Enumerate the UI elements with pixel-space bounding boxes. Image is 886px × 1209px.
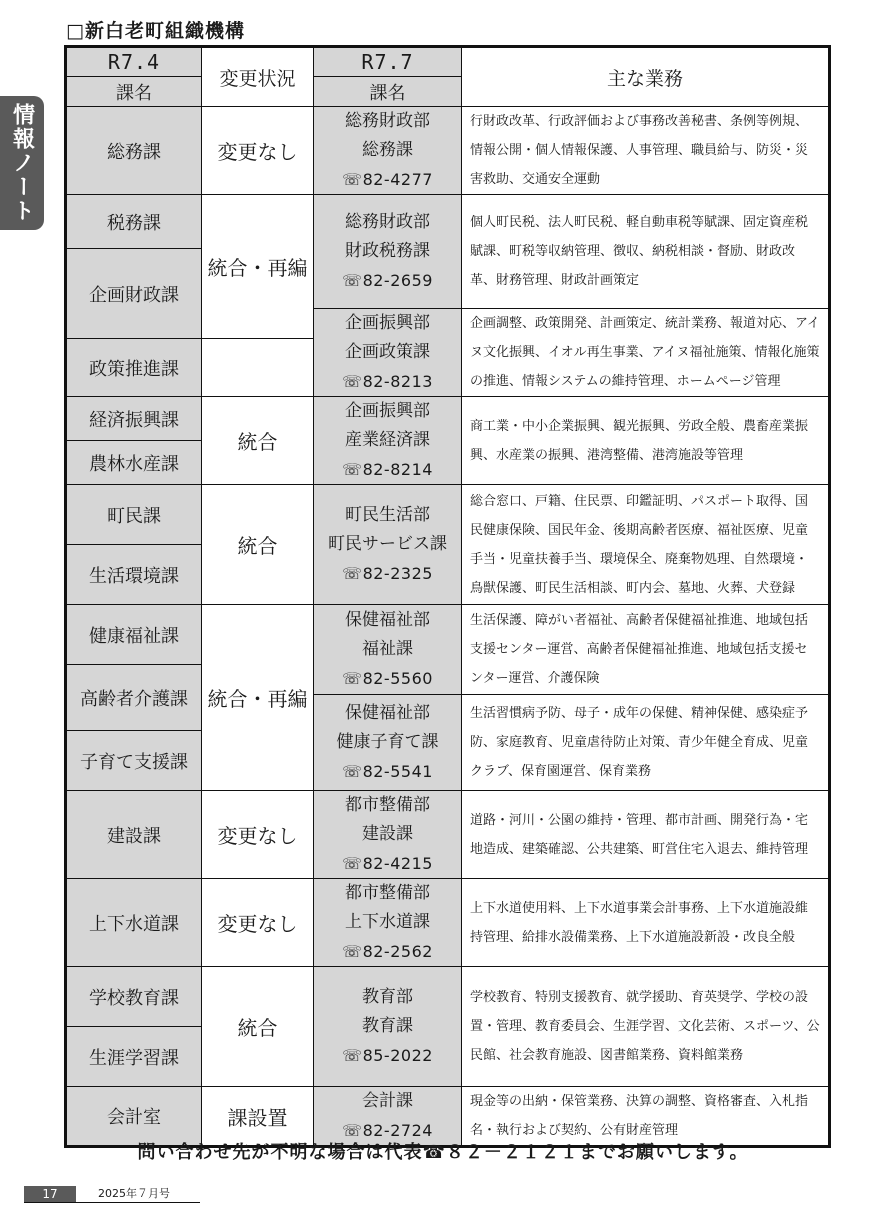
new-section-name: 上下水道課 (345, 912, 430, 932)
old-section-name: 上下水道課 (66, 879, 202, 967)
old-section-name: 高齢者介護課 (66, 665, 202, 731)
new-department: 保健福祉部 (345, 610, 430, 630)
old-section-name: 農林水産課 (66, 441, 202, 485)
main-duties: 個人町民税、法人町民税、軽自動車税等賦課、固定資産税賦課、町税等収納管理、徴収、納税相談・督励、財政改革、財務管理、財政計画策定 (462, 195, 830, 309)
old-section-name: 税務課 (66, 195, 202, 249)
change-status: 変更なし (202, 107, 314, 195)
phone-number: ☏82-5560 (342, 669, 433, 688)
phone-number: ☏82-2724 (342, 1121, 433, 1140)
table-row (66, 605, 830, 665)
phone-number: ☏82-5541 (342, 762, 433, 781)
new-section-name: 財政税務課 (345, 241, 430, 261)
issue-date: 2025年７月号 (98, 1187, 170, 1200)
main-duties: 企画調整、政策開発、計画策定、統計業務、報道対応、アイヌ文化振興、イオル再生事業、アイヌ福祉施策、情報化施策の推進、情報システムの維持管理、ホームページ管理 (462, 309, 830, 397)
new-section-name: 健康子育て課 (336, 732, 439, 752)
new-department: 総務財政部 (345, 111, 430, 131)
old-section-name: 政策推進課 (66, 339, 202, 397)
new-section (314, 485, 462, 605)
phone-number: ☏82-2562 (342, 942, 433, 961)
main-duties: 総合窓口、戸籍、住民票、印鑑証明、パスポート取得、国民健康保険、国民年金、後期高齢者医療、福祉医療、児童手当・児童扶養手当、環境保全、廃棄物処理、自然環境・鳥獣保護、町民生活相談、町内会、墓地、火葬、犬登録 (462, 485, 830, 605)
old-section-name: 学校教育課 (66, 967, 202, 1027)
new-section (314, 695, 462, 791)
old-section-name: 総務課 (66, 107, 202, 195)
old-section-name: 経済振興課 (66, 397, 202, 441)
new-section (314, 397, 462, 485)
change-status: 課設置 (202, 1087, 314, 1147)
new-section (314, 107, 462, 195)
table-row (66, 107, 830, 195)
page-number: 17 (24, 1186, 76, 1202)
main-duties: 現金等の出納・保管業務、決算の調整、資格審査、入札指名・執行および契約、公有財産管理 (462, 1087, 830, 1147)
header-status: 変更状況 (202, 47, 314, 107)
old-section-name: 生活環境課 (66, 545, 202, 605)
new-department: 企画振興部 (345, 401, 430, 421)
new-section (314, 967, 462, 1087)
phone-number: ☏82-8214 (342, 460, 433, 479)
phone-number: ☏82-2325 (342, 564, 433, 583)
new-department: 保健福祉部 (345, 703, 430, 723)
table-row (66, 791, 830, 879)
main-duties: 学校教育、特別支援教育、就学援助、育英奨学、学校の設置・管理、教育委員会、生涯学習、文化芸術、スポーツ、公民館、社会教育施設、図書館業務、資料館業務 (462, 967, 830, 1087)
new-department: 町民生活部 (345, 505, 430, 525)
table-row (66, 879, 830, 967)
header-new-code: R7.7 (314, 47, 462, 77)
old-section-name: 町民課 (66, 485, 202, 545)
old-section-name: 会計室 (66, 1087, 202, 1147)
old-section-name: 子育て支援課 (66, 731, 202, 791)
section-tab: 情報ノート (0, 96, 44, 230)
change-status: 統合 (202, 485, 314, 605)
main-duties: 道路・河川・公園の維持・管理、都市計画、開発行為・宅地造成、建築確認、公共建築、町営住宅入退去、維持管理 (462, 791, 830, 879)
phone-number: ☏85-2022 (342, 1046, 433, 1065)
change-status: 変更なし (202, 879, 314, 967)
new-section (314, 879, 462, 967)
phone-number: ☏82-2659 (342, 271, 433, 290)
main-duties: 商工業・中小企業振興、観光振興、労政全般、農畜産業振興、水産業の振興、港湾整備、港湾施設等管理 (462, 397, 830, 485)
old-section-name: 建設課 (66, 791, 202, 879)
new-department: 教育部 (362, 987, 413, 1007)
new-department: 都市整備部 (345, 795, 430, 815)
header-duties: 主な業務 (462, 47, 830, 107)
new-section-name: 建設課 (362, 824, 413, 844)
new-department: 総務財政部 (345, 212, 430, 232)
new-section-name: 会計課 (362, 1091, 413, 1111)
new-section (314, 605, 462, 695)
old-section-name: 生涯学習課 (66, 1027, 202, 1087)
change-status: 統合 (202, 397, 314, 485)
change-status: 統合・再編 (202, 195, 314, 339)
change-status: 統合・再編 (202, 605, 314, 791)
phone-number: ☏82-8213 (342, 372, 433, 391)
new-section-name: 福祉課 (362, 639, 413, 659)
new-section (314, 791, 462, 879)
new-section (314, 309, 462, 397)
main-duties: 生活習慣病予防、母子・成年の保健、精神保健、感染症予防、家庭教育、児童虐待防止対策、青少年健全育成、児童クラブ、保育園運営、保育業務 (462, 695, 830, 791)
phone-number: ☏82-4277 (342, 170, 433, 189)
old-section-name: 企画財政課 (66, 249, 202, 339)
header-old-label: 課名 (66, 77, 202, 107)
organization-table (64, 45, 831, 1148)
new-section (314, 195, 462, 309)
page-title: □新白老町組織機構 (66, 20, 245, 42)
new-section-name: 町民サービス課 (328, 534, 447, 554)
table-row (66, 967, 830, 1027)
old-section-name: 健康福祉課 (66, 605, 202, 665)
new-department: 都市整備部 (345, 883, 430, 903)
main-duties: 生活保護、障がい者福祉、高齢者保健福祉推進、地域包括支援センター運営、高齢者保健福祉推進、地域包括支援センター運営、介護保険 (462, 605, 830, 695)
new-section-name: 産業経済課 (345, 430, 430, 450)
contact-note: 問い合わせ先が不明な場合は代表☎８２－２１２１までお願いします。 (137, 1142, 749, 1163)
table-row (66, 397, 830, 441)
change-status: 変更なし (202, 791, 314, 879)
table-row (66, 195, 830, 249)
new-section-name: 総務課 (362, 140, 413, 160)
phone-number: ☏82-4215 (342, 854, 433, 873)
new-section-name: 企画政策課 (345, 342, 430, 362)
change-status: 統合 (202, 967, 314, 1087)
main-duties: 上下水道使用料、上下水道事業会計事務、上下水道施設維持管理、給排水設備業務、上下水道施設新設・改良全般 (462, 879, 830, 967)
new-section-name: 教育課 (362, 1016, 413, 1036)
main-duties: 行財政改革、行政評価および事務改善秘書、条例等例規、情報公開・個人情報保護、人事管理、職員給与、防災・災害救助、交通安全運動 (462, 107, 830, 195)
table-row (66, 485, 830, 545)
header-new-label: 課名 (314, 77, 462, 107)
header-old-code: R7.4 (66, 47, 202, 77)
new-department: 企画振興部 (345, 313, 430, 333)
